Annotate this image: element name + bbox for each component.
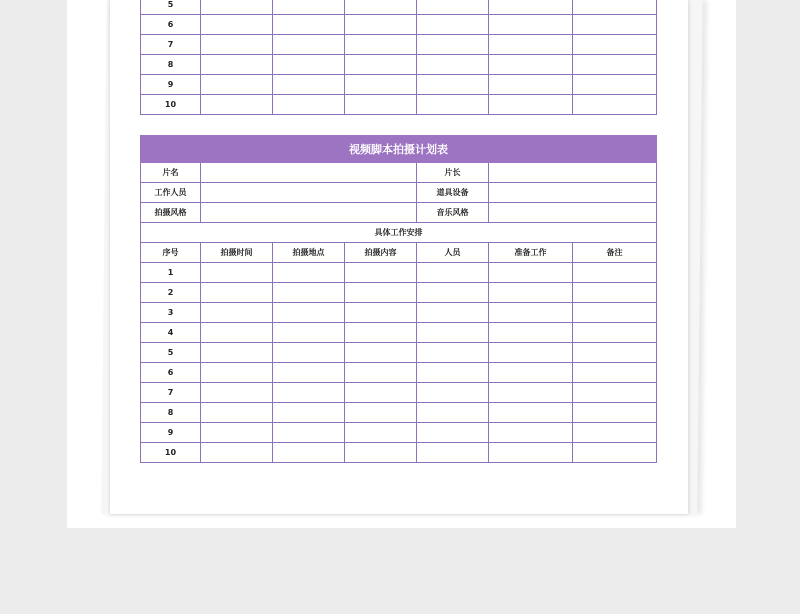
table-cell[interactable] [573, 263, 657, 283]
table-row [141, 75, 657, 95]
music-style-field[interactable] [489, 203, 657, 223]
table-cell[interactable] [489, 303, 573, 323]
table-cell[interactable] [273, 323, 345, 343]
table-cell[interactable] [273, 75, 345, 95]
table-cell[interactable] [273, 0, 345, 15]
table-cell[interactable] [489, 423, 573, 443]
table-cell[interactable] [345, 0, 417, 15]
table-cell[interactable] [417, 383, 489, 403]
column-header: 人员 [417, 243, 489, 263]
table-cell[interactable] [201, 75, 273, 95]
column-header: 拍摄地点 [273, 243, 345, 263]
table-cell[interactable] [345, 423, 417, 443]
table-cell[interactable] [573, 303, 657, 323]
table-cell[interactable] [573, 323, 657, 343]
table-cell[interactable] [573, 95, 657, 115]
video-script-schedule-table [140, 135, 657, 463]
table-cell[interactable] [273, 443, 345, 463]
table-cell[interactable] [345, 383, 417, 403]
table-row [141, 0, 657, 15]
column-header: 序号 [141, 243, 201, 263]
table-row [141, 363, 657, 383]
table-cell[interactable] [273, 403, 345, 423]
table-cell[interactable] [345, 343, 417, 363]
table-cell[interactable] [489, 263, 573, 283]
table-cell[interactable] [345, 443, 417, 463]
table-cell[interactable] [573, 443, 657, 463]
table-cell[interactable] [345, 75, 417, 95]
table-cell[interactable] [417, 363, 489, 383]
table-cell[interactable] [489, 443, 573, 463]
table-title: 视频脚本拍摄计划表 [141, 136, 657, 163]
table-cell[interactable] [273, 35, 345, 55]
table-cell[interactable] [417, 55, 489, 75]
table-cell[interactable] [273, 363, 345, 383]
table-cell[interactable] [201, 363, 273, 383]
table-cell[interactable] [273, 283, 345, 303]
table-cell[interactable] [201, 403, 273, 423]
table-cell[interactable] [417, 283, 489, 303]
table-cell[interactable] [573, 35, 657, 55]
row-number: 4 [141, 323, 201, 343]
duration-field[interactable] [489, 163, 657, 183]
table-cell[interactable] [273, 95, 345, 115]
table-row [141, 403, 657, 423]
table-row [141, 95, 657, 115]
table-cell[interactable] [489, 0, 573, 15]
header-row [141, 243, 657, 263]
table-cell[interactable] [417, 343, 489, 363]
table-row [141, 35, 657, 55]
table-cell[interactable] [201, 303, 273, 323]
staff-label: 工作人员 [141, 183, 201, 203]
table-cell[interactable] [201, 55, 273, 75]
table-cell[interactable] [417, 15, 489, 35]
table-cell[interactable] [201, 343, 273, 363]
table-row [141, 15, 657, 35]
table-cell[interactable] [345, 15, 417, 35]
table-cell[interactable] [489, 323, 573, 343]
table-cell[interactable] [201, 35, 273, 55]
film-name-field[interactable] [201, 163, 417, 183]
column-header: 拍摄内容 [345, 243, 417, 263]
table-cell[interactable] [345, 363, 417, 383]
table-cell[interactable] [273, 343, 345, 363]
info-row [141, 183, 657, 203]
table-row [141, 343, 657, 363]
table-cell[interactable] [573, 383, 657, 403]
staff-field[interactable] [201, 183, 417, 203]
table-cell[interactable] [489, 383, 573, 403]
table-cell[interactable] [273, 423, 345, 443]
row-number: 9 [141, 75, 201, 95]
table-cell[interactable] [417, 0, 489, 15]
props-label: 道具设备 [417, 183, 489, 203]
table-cell[interactable] [345, 95, 417, 115]
info-row [141, 203, 657, 223]
table-cell[interactable] [573, 363, 657, 383]
table-cell[interactable] [273, 15, 345, 35]
table-cell[interactable] [273, 263, 345, 283]
table-cell[interactable] [201, 0, 273, 15]
row-number: 6 [141, 15, 201, 35]
table-cell[interactable] [417, 423, 489, 443]
table-cell[interactable] [201, 15, 273, 35]
row-number: 3 [141, 303, 201, 323]
table-cell[interactable] [573, 343, 657, 363]
row-number: 9 [141, 423, 201, 443]
table-cell[interactable] [489, 95, 573, 115]
title-row [141, 136, 657, 163]
table-cell[interactable] [273, 303, 345, 323]
table-cell[interactable] [417, 95, 489, 115]
table-cell[interactable] [573, 75, 657, 95]
shooting-style-field[interactable] [201, 203, 417, 223]
row-number: 10 [141, 95, 201, 115]
row-number: 10 [141, 443, 201, 463]
table-cell[interactable] [345, 55, 417, 75]
table-cell[interactable] [489, 15, 573, 35]
table-cell[interactable] [201, 423, 273, 443]
table-cell[interactable] [489, 363, 573, 383]
work-arrangement-heading: 具体工作安排 [141, 223, 657, 243]
column-header: 备注 [573, 243, 657, 263]
table-row [141, 323, 657, 343]
table-cell[interactable] [201, 95, 273, 115]
table-cell[interactable] [345, 403, 417, 423]
table-cell[interactable] [345, 283, 417, 303]
info-row [141, 163, 657, 183]
table-row [141, 383, 657, 403]
table-row [141, 423, 657, 443]
row-number: 5 [141, 0, 201, 15]
table-cell[interactable] [201, 443, 273, 463]
table-cell[interactable] [573, 0, 657, 15]
table-row [141, 283, 657, 303]
table-cell[interactable] [489, 55, 573, 75]
table-row [141, 443, 657, 463]
table-cell[interactable] [573, 55, 657, 75]
table-cell[interactable] [573, 423, 657, 443]
row-number: 1 [141, 263, 201, 283]
film-name-label: 片名 [141, 163, 201, 183]
section-row [141, 223, 657, 243]
table-row [141, 55, 657, 75]
row-number: 2 [141, 283, 201, 303]
table-cell[interactable] [417, 263, 489, 283]
table-cell[interactable] [273, 383, 345, 403]
table-cell[interactable] [489, 75, 573, 95]
table-cell[interactable] [345, 263, 417, 283]
row-number: 8 [141, 403, 201, 423]
row-number: 7 [141, 35, 201, 55]
row-number: 6 [141, 363, 201, 383]
table-cell[interactable] [417, 303, 489, 323]
table-cell[interactable] [489, 35, 573, 55]
table-cell[interactable] [573, 283, 657, 303]
music-style-label: 音乐风格 [417, 203, 489, 223]
column-header: 拍摄时间 [201, 243, 273, 263]
table-cell[interactable] [417, 403, 489, 423]
table-cell[interactable] [345, 303, 417, 323]
column-header: 准备工作 [489, 243, 573, 263]
shooting-style-label: 拍摄风格 [141, 203, 201, 223]
row-number: 5 [141, 343, 201, 363]
table-cell[interactable] [345, 323, 417, 343]
table-row [141, 303, 657, 323]
table-cell[interactable] [273, 55, 345, 75]
table-cell[interactable] [345, 35, 417, 55]
table-cell[interactable] [201, 283, 273, 303]
table-cell[interactable] [573, 403, 657, 423]
table-cell[interactable] [201, 383, 273, 403]
table-cell[interactable] [417, 323, 489, 343]
table-cell[interactable] [489, 403, 573, 423]
table-cell[interactable] [573, 15, 657, 35]
row-number: 7 [141, 383, 201, 403]
duration-label: 片长 [417, 163, 489, 183]
table-cell[interactable] [417, 35, 489, 55]
props-field[interactable] [489, 183, 657, 203]
table-cell[interactable] [417, 443, 489, 463]
table-row [141, 263, 657, 283]
row-number: 8 [141, 55, 201, 75]
table-cell[interactable] [489, 343, 573, 363]
table-cell[interactable] [201, 263, 273, 283]
table-cell[interactable] [489, 283, 573, 303]
previous-schedule-table [140, 0, 657, 115]
table-cell[interactable] [417, 75, 489, 95]
table-cell[interactable] [201, 323, 273, 343]
